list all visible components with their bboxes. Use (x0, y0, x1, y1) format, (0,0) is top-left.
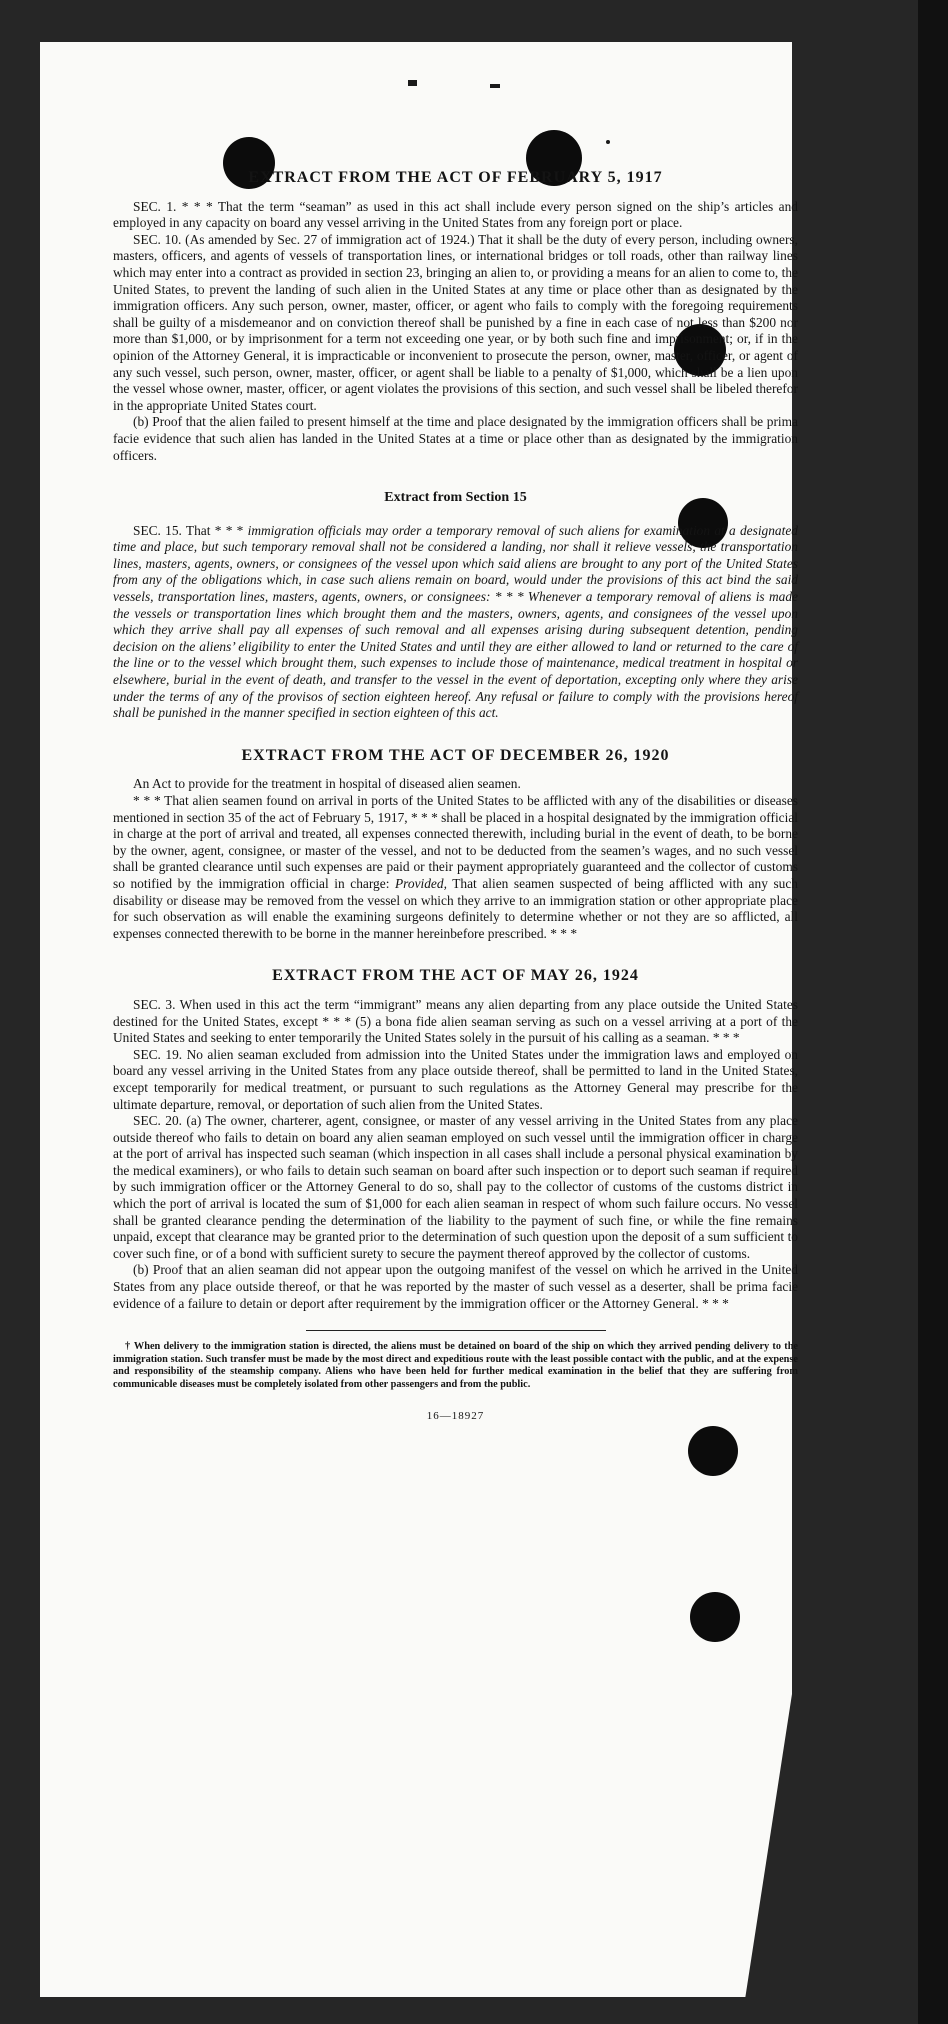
paragraph-1920-body (113, 793, 798, 942)
heading-act-1920: EXTRACT FROM THE ACT OF DECEMBER 26, 1920 (241, 746, 670, 764)
heading-act-1924: EXTRACT FROM THE ACT OF MAY 26, 1924 (272, 967, 639, 985)
paragraph-sec-19: SEC. 19. No alien seaman excluded from admission into the United States under the immigration laws and employed on board any vessel arriving in the United States from any place outside thereof, shall be permitted to land in the United States, except temporarily for medical treatment, or pursuant to such regulations as the Attorney General may prescribe for the ultimate departure, removal, or deportation of such alien from the United States. (113, 1046, 798, 1112)
footnote-divider (306, 1330, 606, 1331)
p1920-provided: Provided, (394, 875, 447, 891)
paragraph-sec-10-b: (b) Proof that the alien failed to present himself at the time and place designated by the immigration officers shall be prima facie evidence that such alien has landed in the United States at a time or place other than as designated by the immigration officers. (113, 414, 798, 463)
sec-15-lead: SEC. 15. That * * * (133, 522, 248, 538)
heading-section-15: Extract from Section 15 (384, 490, 527, 506)
ink-mark (606, 140, 610, 144)
punch-hole (690, 1592, 740, 1642)
paragraph-sec-20-b: (b) Proof that an alien seaman did not appear upon the outgoing manifest of the vessel on which he arrived in the United States from any place outside thereof, or that he was reported by the master of such vessel as a deserter, shall be prima facie evidence of a failure to detain or deport after requirement by the immigration officer or the Attorney General. * * * (113, 1262, 798, 1311)
page-number: 16—18927 (426, 1409, 485, 1422)
heading-act-1917: EXTRACT FROM THE ACT OF FEBRUARY 5, 1917 (248, 169, 663, 186)
scan-edge-shadow (918, 0, 948, 2024)
paragraph-sec-1: SEC. 1. * * * That the term “seaman” as used in this act shall include every person signed on the ship’s articles and employed in any capacity on board any vessel arriving in the United States from any foreign port or place. (113, 198, 798, 231)
document-body (113, 170, 798, 1424)
ink-mark (490, 84, 500, 88)
p1920-part-2: That alien seamen suspected of being afflicted with any such disability or disease may be removed from the vessel on which they arrive to an immigration station or other appropriate place for such observation as will enable the examining surgeons definitely to determine whether or not they are so afflicted, all expenses connected therewith to be borne in the manner hereinbefore prescribed. * * * (113, 875, 798, 941)
paragraph-sec-10: SEC. 10. (As amended by Sec. 27 of immigration act of 1924.) That it shall be the duty of every person, including owners, masters, officers, and agents of vessels of transportation lines, or international bridges or toll roads, other than railway lines which may enter into a contract as provided in section 23, bringing an alien to, or providing a means for an alien to come to, the United States, to prevent the landing of such alien in the United States at any time or place other than as designated by the immigration officers. Any such person, owner, master, officer, or agent who fails to comply with the foregoing requirements shall be guilty of a misdemeanor and on conviction thereof shall be punished by a fine in each case of not less than $200 nor more than $1,000, or by imprisonment for a term not exceeding one year, or by both such fine and imprisonment; or, if in the opinion of the Attorney General, it is impracticable or inconvenient to prosecute the person, owner, master, officer, or agent of any such vessel, such person, owner, master, officer, or agent shall be liable to a penalty of $1,000, which shall be a lien upon the vessel whose owner, master, officer, or agent violates the provisions of this section, and such vessel shall be libeled therefor in the appropriate United States court. (113, 231, 798, 413)
ink-mark (408, 80, 417, 86)
footnote-text: † When delivery to the immigration station is directed, the aliens must be detained on board of the ship on which they arrived pending delivery to the immigration station. Such transfer must be made by the most direct and expeditious route with the least possible contact with the public, and at the expense and responsibility of the steamship company. Aliens who have been held for further medical examination in the belief that they are suffering from communicable diseases must be completely isolated from other passengers and from the public. (113, 1341, 798, 1390)
footnote (113, 1341, 798, 1391)
paragraph-sec-3: SEC. 3. When used in this act the term “immigrant” means any alien departing from any place outside the United States destined for the United States, except * * * (5) a bona fide alien seaman serving as such on a vessel arriving at a port of the United States and seeking to enter temporarily the United States solely in the pursuit of his calling as a seaman. * * * (113, 996, 798, 1046)
paragraph-sec-20-a: SEC. 20. (a) The owner, charterer, agent, consignee, or master of any vessel arriving in the United States from any place outside thereof who fails to detain on board any alien seaman employed on such vessel until the immigration officer in charge at the port of arrival has inspected such seaman (which inspection in all cases shall include a personal physical examination by the medical examiners), or who fails to detain such seaman on board after such inspection or to deport such seaman if required by such immigration officer or the Attorney General to do so, shall pay to the collector of customs of the customs district in which the port of arrival is located the sum of $1,000 for each alien seaman in respect of whom such failure occurs. No vessel shall be granted clearance pending the determination of the liability to the payment of such fine, or while the fine remains unpaid, except that clearance may be granted prior to the determination of such question upon the deposit of a sum sufficient to cover such fine, or of a bond with sufficient surety to secure the payment thereof approved by the collector of customs. (113, 1113, 798, 1261)
punch-hole (688, 1426, 738, 1476)
p1920-part-1: * * * That alien seamen found on arrival in ports of the United States to be afflicted with any of the disabilities or diseases mentioned in section 35 of the act of February 5, 1917, * * * shall be placed in a hospital designated by the immigration official in charge at the port of arrival and treated, all expenses connected therewith, including burial in the event of death, to be borne by the owner, agent, consignee, or master of the vessel, and not to be deducted from the seamen’s wages, and no such vessel shall be granted clearance until such expenses are paid or their payment appropriately guaranteed and the collector of customs so notified by the immigration official in charge: (113, 793, 798, 891)
sec-15-body: immigration officials may order a temporary removal of such aliens for examination at a designated time and place, but such temporary removal shall not be considered a landing, nor shall it relieve vessels, the transportation lines, masters, agents, owners, or consignees of the vessel upon which said aliens are brought to any port of the United States from any of the obligations which, in case such aliens remain on board, would under the provisions of this act bind the said vessels, transportation lines, masters, agents, owners, or consignees: * * * Whenever a temporary removal of aliens is made the vessels or transportation lines which brought them and the masters, owners, agents, and consignees of the vessel upon which they arrive shall pay all expenses of such removal and all expenses arising during subsequent detention, pending decision on the aliens’ eligibility to enter the United States and until they are either allowed to land or returned to the care of the line or to the vessel which brought them, such expenses to include those of maintenance, medical treatment in hospital or elsewhere, burial in the event of death, and transfer to the vessel in the event of deportation, excepting only where they arise under the terms of any of the provisos of section eighteen hereof. Any refusal or failure to comply with the provisions hereof shall be punished in the manner specified in section eighteen of this act. (113, 522, 798, 721)
paragraph-sec-15 (113, 523, 798, 722)
paragraph-1920-title: An Act to provide for the treatment in hospital of diseased alien seamen. (133, 776, 521, 792)
